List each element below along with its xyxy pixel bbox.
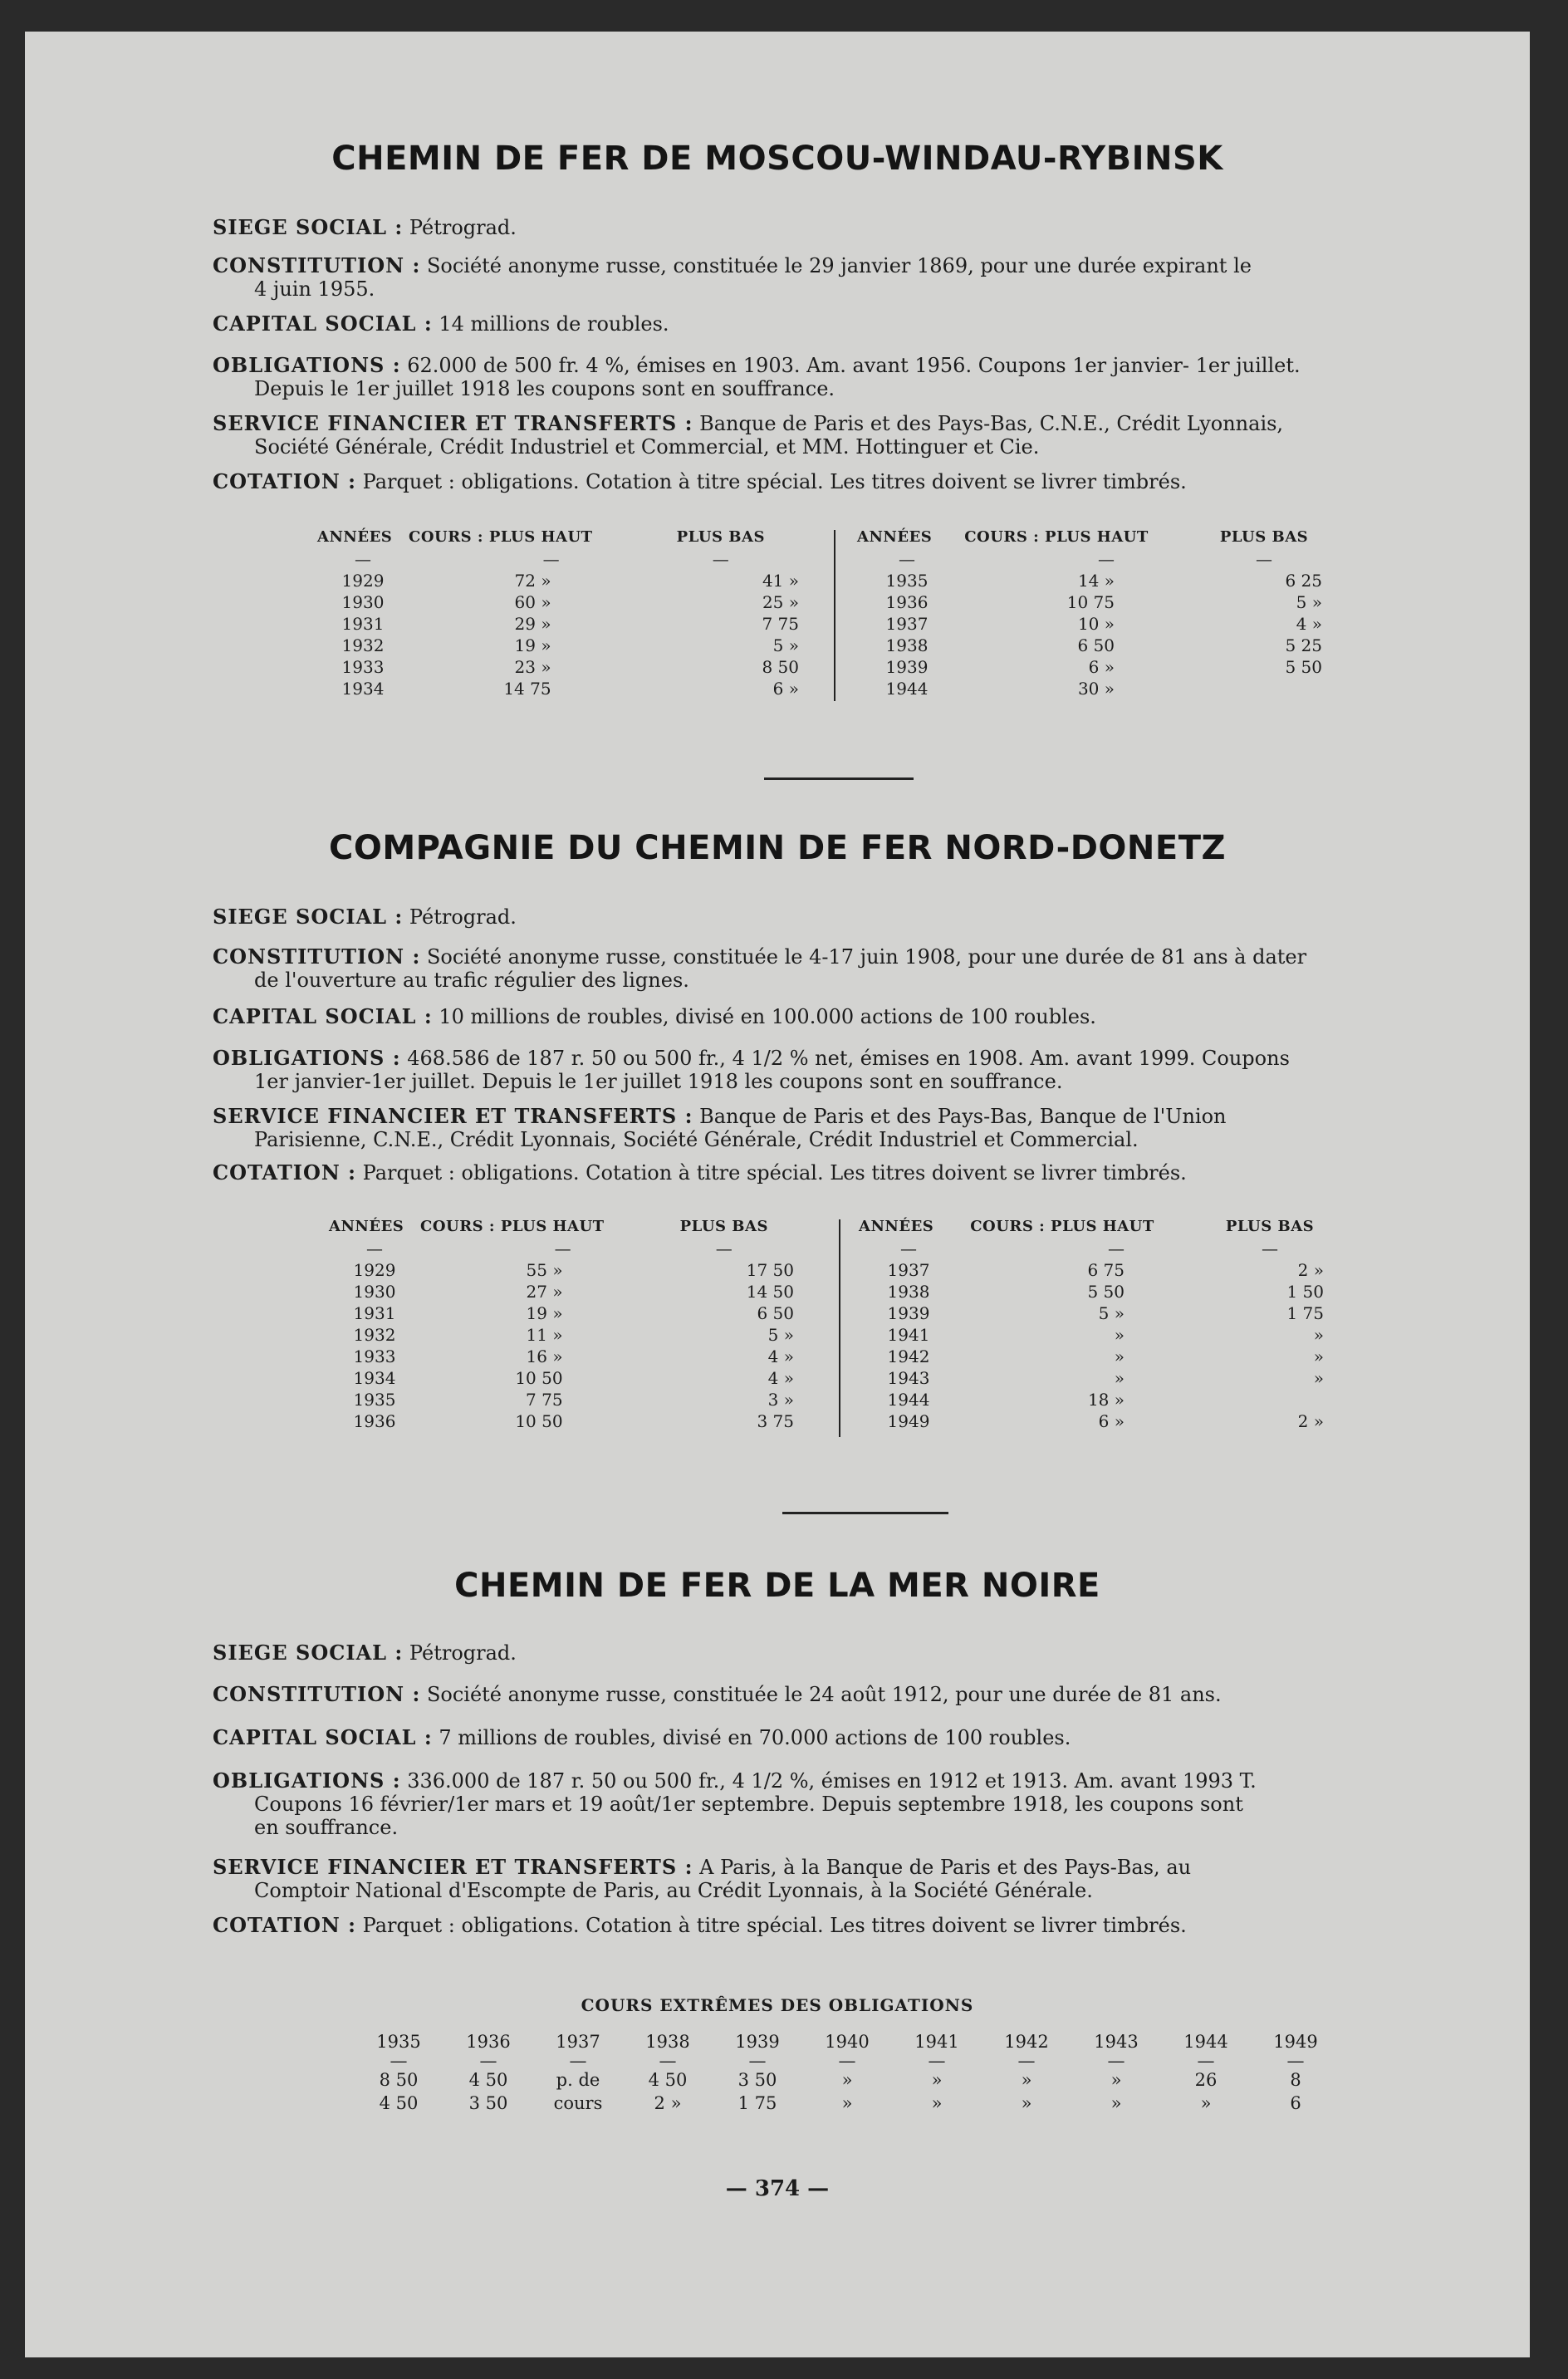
- cell-annee: 1932: [341, 635, 385, 655]
- table-row: [329, 1389, 844, 1410]
- cell-annee: 1935: [353, 1390, 396, 1410]
- s1-siege: [213, 216, 1485, 239]
- cell-plus-haut: 19 »: [514, 635, 551, 655]
- dash: —: [899, 549, 915, 569]
- table-divider: [834, 530, 835, 701]
- cell-plus-haut: 10 50: [515, 1411, 563, 1431]
- dash: —: [390, 2051, 408, 2071]
- value-constitution: Société anonyme russe, constituée le 24 août 1912, pour une durée de 81 ans.: [426, 1683, 1222, 1706]
- cell-plus-bas: 6 »: [772, 679, 799, 699]
- value-constitution: Société anonyme russe, constituée le 4-17 juin 1908, pour une durée de 81 ans à dater: [426, 945, 1307, 969]
- s3-extremes-table: [354, 2030, 1340, 2115]
- extremes-cell: »: [841, 2093, 853, 2113]
- value-obligations: 62.000 de 500 fr. 4 %, émises en 1903. Am. avant 1956. Coupons 1er janvier- 1er juillet.: [407, 354, 1301, 377]
- cell-annee: 1937: [887, 1260, 930, 1280]
- cell-annee: 1937: [885, 614, 929, 634]
- col-cours-haut: COURS : PLUS HAUT: [409, 528, 593, 546]
- dash: —: [554, 1239, 571, 1258]
- extremes-cell: 8: [1290, 2070, 1301, 2090]
- value-service-cont: Société Générale, Crédit Industriel et Commercial, et MM. Hottinguer et Cie.: [254, 435, 1040, 459]
- dash: —: [715, 1239, 733, 1258]
- low-row: [354, 2092, 1340, 2115]
- s1-service: [213, 412, 1485, 459]
- value-service: Banque de Paris et des Pays-Bas, C.N.E., Crédit Lyonnais,: [699, 412, 1284, 435]
- extremes-cell: 1944: [1183, 2032, 1228, 2052]
- label-capital: CAPITAL SOCIAL :: [213, 311, 433, 336]
- table-divider: [839, 1219, 840, 1437]
- high-row: [354, 2068, 1340, 2092]
- cell-annee: 1933: [341, 657, 385, 677]
- extremes-cell: 1942: [1004, 2032, 1049, 2052]
- cell-annee: 1944: [885, 679, 929, 699]
- cell-plus-haut: 60 »: [514, 592, 551, 612]
- cell-plus-haut: 14 »: [1077, 571, 1115, 591]
- value-service: A Paris, à la Banque de Paris et des Pays-Bas, au: [699, 1856, 1192, 1879]
- cell-plus-haut: 23 »: [514, 657, 551, 677]
- value-obligations-cont: 1er janvier-1er juillet. Depuis le 1er juillet 1918 les coupons sont en souffrance.: [254, 1070, 1063, 1093]
- label-cotation: COTATION :: [213, 1913, 357, 1937]
- cell-plus-haut: »: [1114, 1325, 1125, 1345]
- extremes-cell: 1935: [376, 2032, 421, 2052]
- label-constitution: CONSTITUTION :: [213, 944, 421, 969]
- cell-plus-haut: 10 50: [515, 1368, 563, 1388]
- cell-annee: 1938: [885, 635, 929, 655]
- table-row: [317, 635, 849, 656]
- dash: —: [1256, 549, 1272, 569]
- extremes-cell: cours: [553, 2093, 603, 2113]
- extremes-cell: 1938: [645, 2032, 690, 2052]
- cell-annee: 1934: [341, 679, 385, 699]
- table-row: [857, 570, 1372, 591]
- cell-plus-bas: 4 »: [1296, 614, 1322, 634]
- s1-capital: [213, 312, 1485, 336]
- cell-plus-haut: 14 75: [503, 679, 551, 699]
- label-siege: SIEGE SOCIAL :: [213, 1641, 404, 1665]
- dash: —: [928, 2051, 946, 2071]
- extremes-cell: »: [1021, 2093, 1032, 2113]
- table-row: [317, 570, 849, 591]
- cell-plus-bas: »: [1313, 1346, 1324, 1366]
- cell-plus-haut: 6 »: [1088, 657, 1115, 677]
- cell-annee: 1935: [885, 571, 929, 591]
- dash: —: [1017, 2051, 1036, 2071]
- col-plus-bas: PLUS BAS: [676, 528, 765, 546]
- s2-service: [213, 1105, 1485, 1151]
- label-capital: CAPITAL SOCIAL :: [213, 1004, 433, 1028]
- dash: —: [479, 2051, 497, 2071]
- extremes-cell: 1949: [1273, 2032, 1318, 2052]
- label-obligations: OBLIGATIONS :: [213, 1046, 401, 1070]
- s2-table-right: [859, 1216, 1374, 1432]
- table-row: [857, 591, 1372, 613]
- section-divider: [782, 1512, 948, 1514]
- s3-service: [213, 1856, 1485, 1902]
- col-annees: ANNÉES: [329, 1218, 404, 1235]
- table-row: [859, 1281, 1374, 1302]
- dash: —: [1286, 2051, 1305, 2071]
- value-service-cont: Parisienne, C.N.E., Crédit Lyonnais, Société Générale, Crédit Industriel et Commercial.: [254, 1128, 1139, 1151]
- cell-plus-haut: 6 75: [1087, 1260, 1125, 1280]
- cell-plus-bas: 5 25: [1285, 635, 1322, 655]
- dash: —: [1107, 2051, 1125, 2071]
- table-row: [329, 1302, 844, 1324]
- cell-plus-bas: 1 50: [1286, 1282, 1324, 1302]
- cell-plus-haut: 19 »: [526, 1303, 563, 1323]
- dash: —: [355, 549, 371, 569]
- section-title-nord-donetz: COMPAGNIE DU CHEMIN DE FER NORD-DONETZ: [328, 829, 1226, 867]
- cell-annee: 1929: [341, 571, 385, 591]
- cell-annee: 1941: [887, 1325, 930, 1345]
- cell-annee: 1932: [353, 1325, 396, 1345]
- cell-annee: 1936: [353, 1411, 396, 1431]
- cell-plus-bas: »: [1313, 1325, 1324, 1345]
- col-cours-haut: COURS : PLUS HAUT: [420, 1218, 605, 1235]
- value-service-cont: Comptoir National d'Escompte de Paris, au Crédit Lyonnais, à la Société Générale.: [254, 1879, 1093, 1902]
- cell-plus-bas: 5 »: [1296, 592, 1322, 612]
- section-title-moscou-windau-rybinsk: CHEMIN DE FER DE MOSCOU-WINDAU-RYBINSK: [331, 140, 1223, 178]
- table-row: [329, 1410, 844, 1432]
- cell-plus-haut: 10 75: [1066, 592, 1115, 612]
- cell-plus-bas: 17 50: [746, 1260, 794, 1280]
- dash: —: [748, 2051, 767, 2071]
- cell-plus-bas: 2 »: [1297, 1260, 1324, 1280]
- table-row: [859, 1389, 1374, 1410]
- extremes-cell: 4 50: [379, 2093, 419, 2113]
- cell-plus-bas: 4 »: [767, 1346, 794, 1366]
- extremes-cell: 26: [1194, 2070, 1218, 2090]
- cell-annee: 1938: [887, 1282, 930, 1302]
- extremes-cell: »: [1021, 2070, 1032, 2090]
- dash: —: [366, 1239, 383, 1258]
- s1-table-left: [317, 527, 849, 699]
- cell-plus-bas: [1156, 678, 1372, 699]
- table-row: [857, 613, 1372, 635]
- cell-annee: 1949: [887, 1411, 930, 1431]
- cell-plus-bas: 5 »: [767, 1325, 794, 1345]
- cell-annee: 1931: [341, 614, 385, 634]
- table-row: [317, 613, 849, 635]
- cell-plus-haut: 6 »: [1098, 1411, 1125, 1431]
- document-page: [25, 32, 1530, 2357]
- cell-plus-bas: 3 75: [757, 1411, 794, 1431]
- s2-capital: [213, 1005, 1485, 1028]
- s2-cotation: [213, 1161, 1485, 1185]
- cell-plus-bas: 5 »: [772, 635, 799, 655]
- extremes-cell: »: [931, 2070, 943, 2090]
- table-row: [859, 1410, 1374, 1432]
- extremes-cell: »: [1110, 2070, 1122, 2090]
- extremes-cell: 4 50: [648, 2070, 688, 2090]
- value-siege: Pétrograd.: [409, 1641, 517, 1665]
- table-row: [317, 656, 849, 678]
- cell-annee: 1934: [353, 1368, 396, 1388]
- s1-constitution: [213, 254, 1485, 301]
- dash-row: [354, 2053, 1340, 2068]
- col-annees: ANNÉES: [857, 528, 933, 546]
- dash: —: [569, 2051, 587, 2071]
- cell-plus-bas: 5 50: [1285, 657, 1322, 677]
- cell-annee: 1929: [353, 1260, 396, 1280]
- table-row: [329, 1346, 844, 1367]
- cell-annee: 1939: [885, 657, 929, 677]
- cell-plus-bas: 3 »: [767, 1390, 794, 1410]
- label-obligations: OBLIGATIONS :: [213, 353, 401, 377]
- extremes-cell: 4 50: [468, 2070, 508, 2090]
- cell-annee: 1931: [353, 1303, 396, 1323]
- s2-siege: [213, 905, 1485, 929]
- col-cours-haut: COURS : PLUS HAUT: [964, 528, 1149, 546]
- table-row: [329, 1367, 844, 1389]
- label-siege: SIEGE SOCIAL :: [213, 215, 404, 239]
- dash: —: [1197, 2051, 1215, 2071]
- cell-plus-haut: 16 »: [526, 1346, 563, 1366]
- value-cotation: Parquet : obligations. Cotation à titre spécial. Les titres doivent se livrer timbrés.: [362, 1161, 1187, 1185]
- cell-annee: 1930: [353, 1282, 396, 1302]
- s3-capital: [213, 1726, 1485, 1749]
- cell-plus-haut: 72 »: [514, 571, 551, 591]
- table-row: [857, 656, 1372, 678]
- table-row: [317, 591, 849, 613]
- table-row: [329, 1259, 844, 1281]
- cell-plus-haut: 55 »: [526, 1260, 563, 1280]
- s1-table-right: [857, 527, 1372, 699]
- extremes-cell: »: [1200, 2093, 1212, 2113]
- value-cotation: Parquet : obligations. Cotation à titre spécial. Les titres doivent se livrer timbrés.: [362, 1914, 1187, 1937]
- label-siege: SIEGE SOCIAL :: [213, 905, 404, 929]
- dash: —: [838, 2051, 856, 2071]
- extremes-cell: 1936: [466, 2032, 511, 2052]
- extremes-cell: 6: [1290, 2093, 1301, 2113]
- table-row: [859, 1302, 1374, 1324]
- cell-plus-haut: 10 »: [1077, 614, 1115, 634]
- cell-plus-bas: 6 25: [1285, 571, 1322, 591]
- section-divider: [764, 777, 914, 780]
- extremes-cell: 2 »: [654, 2093, 682, 2113]
- table-row: [859, 1367, 1374, 1389]
- s3-constitution: [213, 1683, 1485, 1706]
- page-number: — 374 —: [725, 2176, 830, 2201]
- label-constitution: CONSTITUTION :: [213, 253, 421, 277]
- value-obligations-cont: Depuis le 1er juillet 1918 les coupons sont en souffrance.: [254, 377, 835, 400]
- value-constitution: Société anonyme russe, constituée le 29 janvier 1869, pour une durée expirant le: [426, 254, 1252, 277]
- table-row: [317, 678, 849, 699]
- value-capital: 7 millions de roubles, divisé en 70.000 actions de 100 roubles.: [439, 1726, 1071, 1749]
- cell-plus-haut: 27 »: [526, 1282, 563, 1302]
- value-obligations-cont: Coupons 16 février/1er mars et 19 août/1er septembre. Depuis septembre 1918, les coupons sont: [254, 1793, 1243, 1816]
- extremes-cell: 8 50: [379, 2070, 419, 2090]
- dash: —: [712, 549, 729, 569]
- extremes-cell: 1 75: [737, 2093, 777, 2113]
- extremes-cell: 1940: [825, 2032, 870, 2052]
- table-row: [859, 1324, 1374, 1346]
- cell-plus-bas: 6 50: [757, 1303, 794, 1323]
- dash: —: [900, 1239, 917, 1258]
- label-cotation: COTATION :: [213, 469, 357, 493]
- cell-annee: 1943: [887, 1368, 930, 1388]
- cell-plus-haut: 7 75: [526, 1390, 563, 1410]
- label-service: SERVICE FINANCIER ET TRANSFERTS :: [213, 411, 693, 435]
- cell-plus-bas: 4 »: [767, 1368, 794, 1388]
- extremes-cell: 1941: [914, 2032, 959, 2052]
- years-row: [354, 2030, 1340, 2053]
- cell-plus-haut: 5 50: [1087, 1282, 1125, 1302]
- extremes-cell: 3 50: [468, 2093, 508, 2113]
- cell-plus-haut: 5 »: [1098, 1303, 1125, 1323]
- cell-annee: 1933: [353, 1346, 396, 1366]
- cell-plus-bas: »: [1313, 1368, 1324, 1388]
- extremes-cell: »: [1110, 2093, 1122, 2113]
- label-capital: CAPITAL SOCIAL :: [213, 1725, 433, 1749]
- s2-table-left: [329, 1216, 844, 1432]
- label-obligations: OBLIGATIONS :: [213, 1768, 401, 1793]
- dash: —: [1262, 1239, 1278, 1258]
- cell-plus-haut: 30 »: [1077, 679, 1115, 699]
- cell-annee: 1944: [887, 1390, 930, 1410]
- s3-obligations: [213, 1769, 1485, 1839]
- table-row: [859, 1259, 1374, 1281]
- dash: —: [659, 2051, 677, 2071]
- col-cours-haut: COURS : PLUS HAUT: [970, 1218, 1154, 1235]
- extremes-cell: 1939: [735, 2032, 780, 2052]
- extremes-cell: 1937: [556, 2032, 600, 2052]
- cell-plus-haut: 29 »: [514, 614, 551, 634]
- value-obligations: 336.000 de 187 r. 50 ou 500 fr., 4 1/2 %, émises en 1912 et 1913. Am. avant 1993 T.: [407, 1769, 1257, 1793]
- table-row: [857, 635, 1372, 656]
- value-siege: Pétrograd.: [409, 905, 517, 929]
- col-plus-bas: PLUS BAS: [1225, 1218, 1315, 1235]
- table-row: [329, 1324, 844, 1346]
- value-obligations-cont2: en souffrance.: [254, 1816, 399, 1839]
- value-constitution-cont: 4 juin 1955.: [254, 277, 375, 301]
- label-service: SERVICE FINANCIER ET TRANSFERTS :: [213, 1104, 693, 1128]
- s3-cotation: [213, 1914, 1485, 1937]
- label-constitution: CONSTITUTION :: [213, 1682, 421, 1706]
- cell-plus-bas: 1 75: [1286, 1303, 1324, 1323]
- value-service: Banque de Paris et des Pays-Bas, Banque de l'Union: [699, 1105, 1227, 1128]
- dash: —: [542, 549, 560, 569]
- label-service: SERVICE FINANCIER ET TRANSFERTS :: [213, 1855, 693, 1879]
- cell-plus-haut: 11 »: [526, 1325, 563, 1345]
- value-siege: Pétrograd.: [409, 216, 517, 239]
- cell-plus-haut: »: [1114, 1346, 1125, 1366]
- cell-annee: 1936: [885, 592, 929, 612]
- col-plus-bas: PLUS BAS: [679, 1218, 768, 1235]
- extremes-cell: 1943: [1094, 2032, 1139, 2052]
- extremes-cell: 3 50: [737, 2070, 777, 2090]
- dash: —: [1108, 1239, 1125, 1258]
- cell-plus-bas: 7 75: [762, 614, 799, 634]
- s3-siege: [213, 1641, 1485, 1665]
- section-title-mer-noire: CHEMIN DE FER DE LA MER NOIRE: [454, 1567, 1100, 1605]
- cell-annee: 1939: [887, 1303, 930, 1323]
- value-obligations: 468.586 de 187 r. 50 ou 500 fr., 4 1/2 % net, émises en 1908. Am. avant 1999. Coupons: [407, 1047, 1290, 1070]
- s2-constitution: [213, 945, 1485, 992]
- table-row: [329, 1281, 844, 1302]
- cell-annee: 1930: [341, 592, 385, 612]
- table-row: [857, 678, 1372, 699]
- col-annees: ANNÉES: [859, 1218, 934, 1235]
- label-cotation: COTATION :: [213, 1160, 357, 1185]
- cell-plus-haut: »: [1114, 1368, 1125, 1388]
- cell-plus-haut: 6 50: [1077, 635, 1115, 655]
- cell-plus-bas: 14 50: [746, 1282, 794, 1302]
- cell-plus-bas: 8 50: [762, 657, 799, 677]
- extremes-title: COURS EXTRÊMES DES OBLIGATIONS: [581, 1995, 974, 2015]
- cell-plus-bas: 25 »: [762, 592, 799, 612]
- dash: —: [1098, 549, 1115, 569]
- value-capital: 10 millions de roubles, divisé en 100.000 actions de 100 roubles.: [439, 1005, 1096, 1028]
- s2-obligations: [213, 1047, 1485, 1093]
- cell-plus-bas: 41 »: [762, 571, 799, 591]
- table-row: [859, 1346, 1374, 1367]
- col-annees: ANNÉES: [317, 528, 393, 546]
- col-plus-bas: PLUS BAS: [1219, 528, 1309, 546]
- extremes-cell: »: [841, 2070, 853, 2090]
- cell-plus-bas: 2 »: [1297, 1411, 1324, 1431]
- s1-cotation: [213, 470, 1485, 493]
- extremes-cell: »: [931, 2093, 943, 2113]
- cell-annee: 1942: [887, 1346, 930, 1366]
- value-constitution-cont: de l'ouverture au trafic régulier des lignes.: [254, 969, 689, 992]
- cell-plus-haut: 18 »: [1087, 1390, 1125, 1410]
- s1-obligations: [213, 354, 1485, 400]
- extremes-cell: p. de: [556, 2070, 600, 2090]
- value-capital: 14 millions de roubles.: [439, 312, 669, 336]
- value-cotation: Parquet : obligations. Cotation à titre spécial. Les titres doivent se livrer timbrés.: [362, 470, 1187, 493]
- cell-plus-bas: [1166, 1389, 1374, 1410]
